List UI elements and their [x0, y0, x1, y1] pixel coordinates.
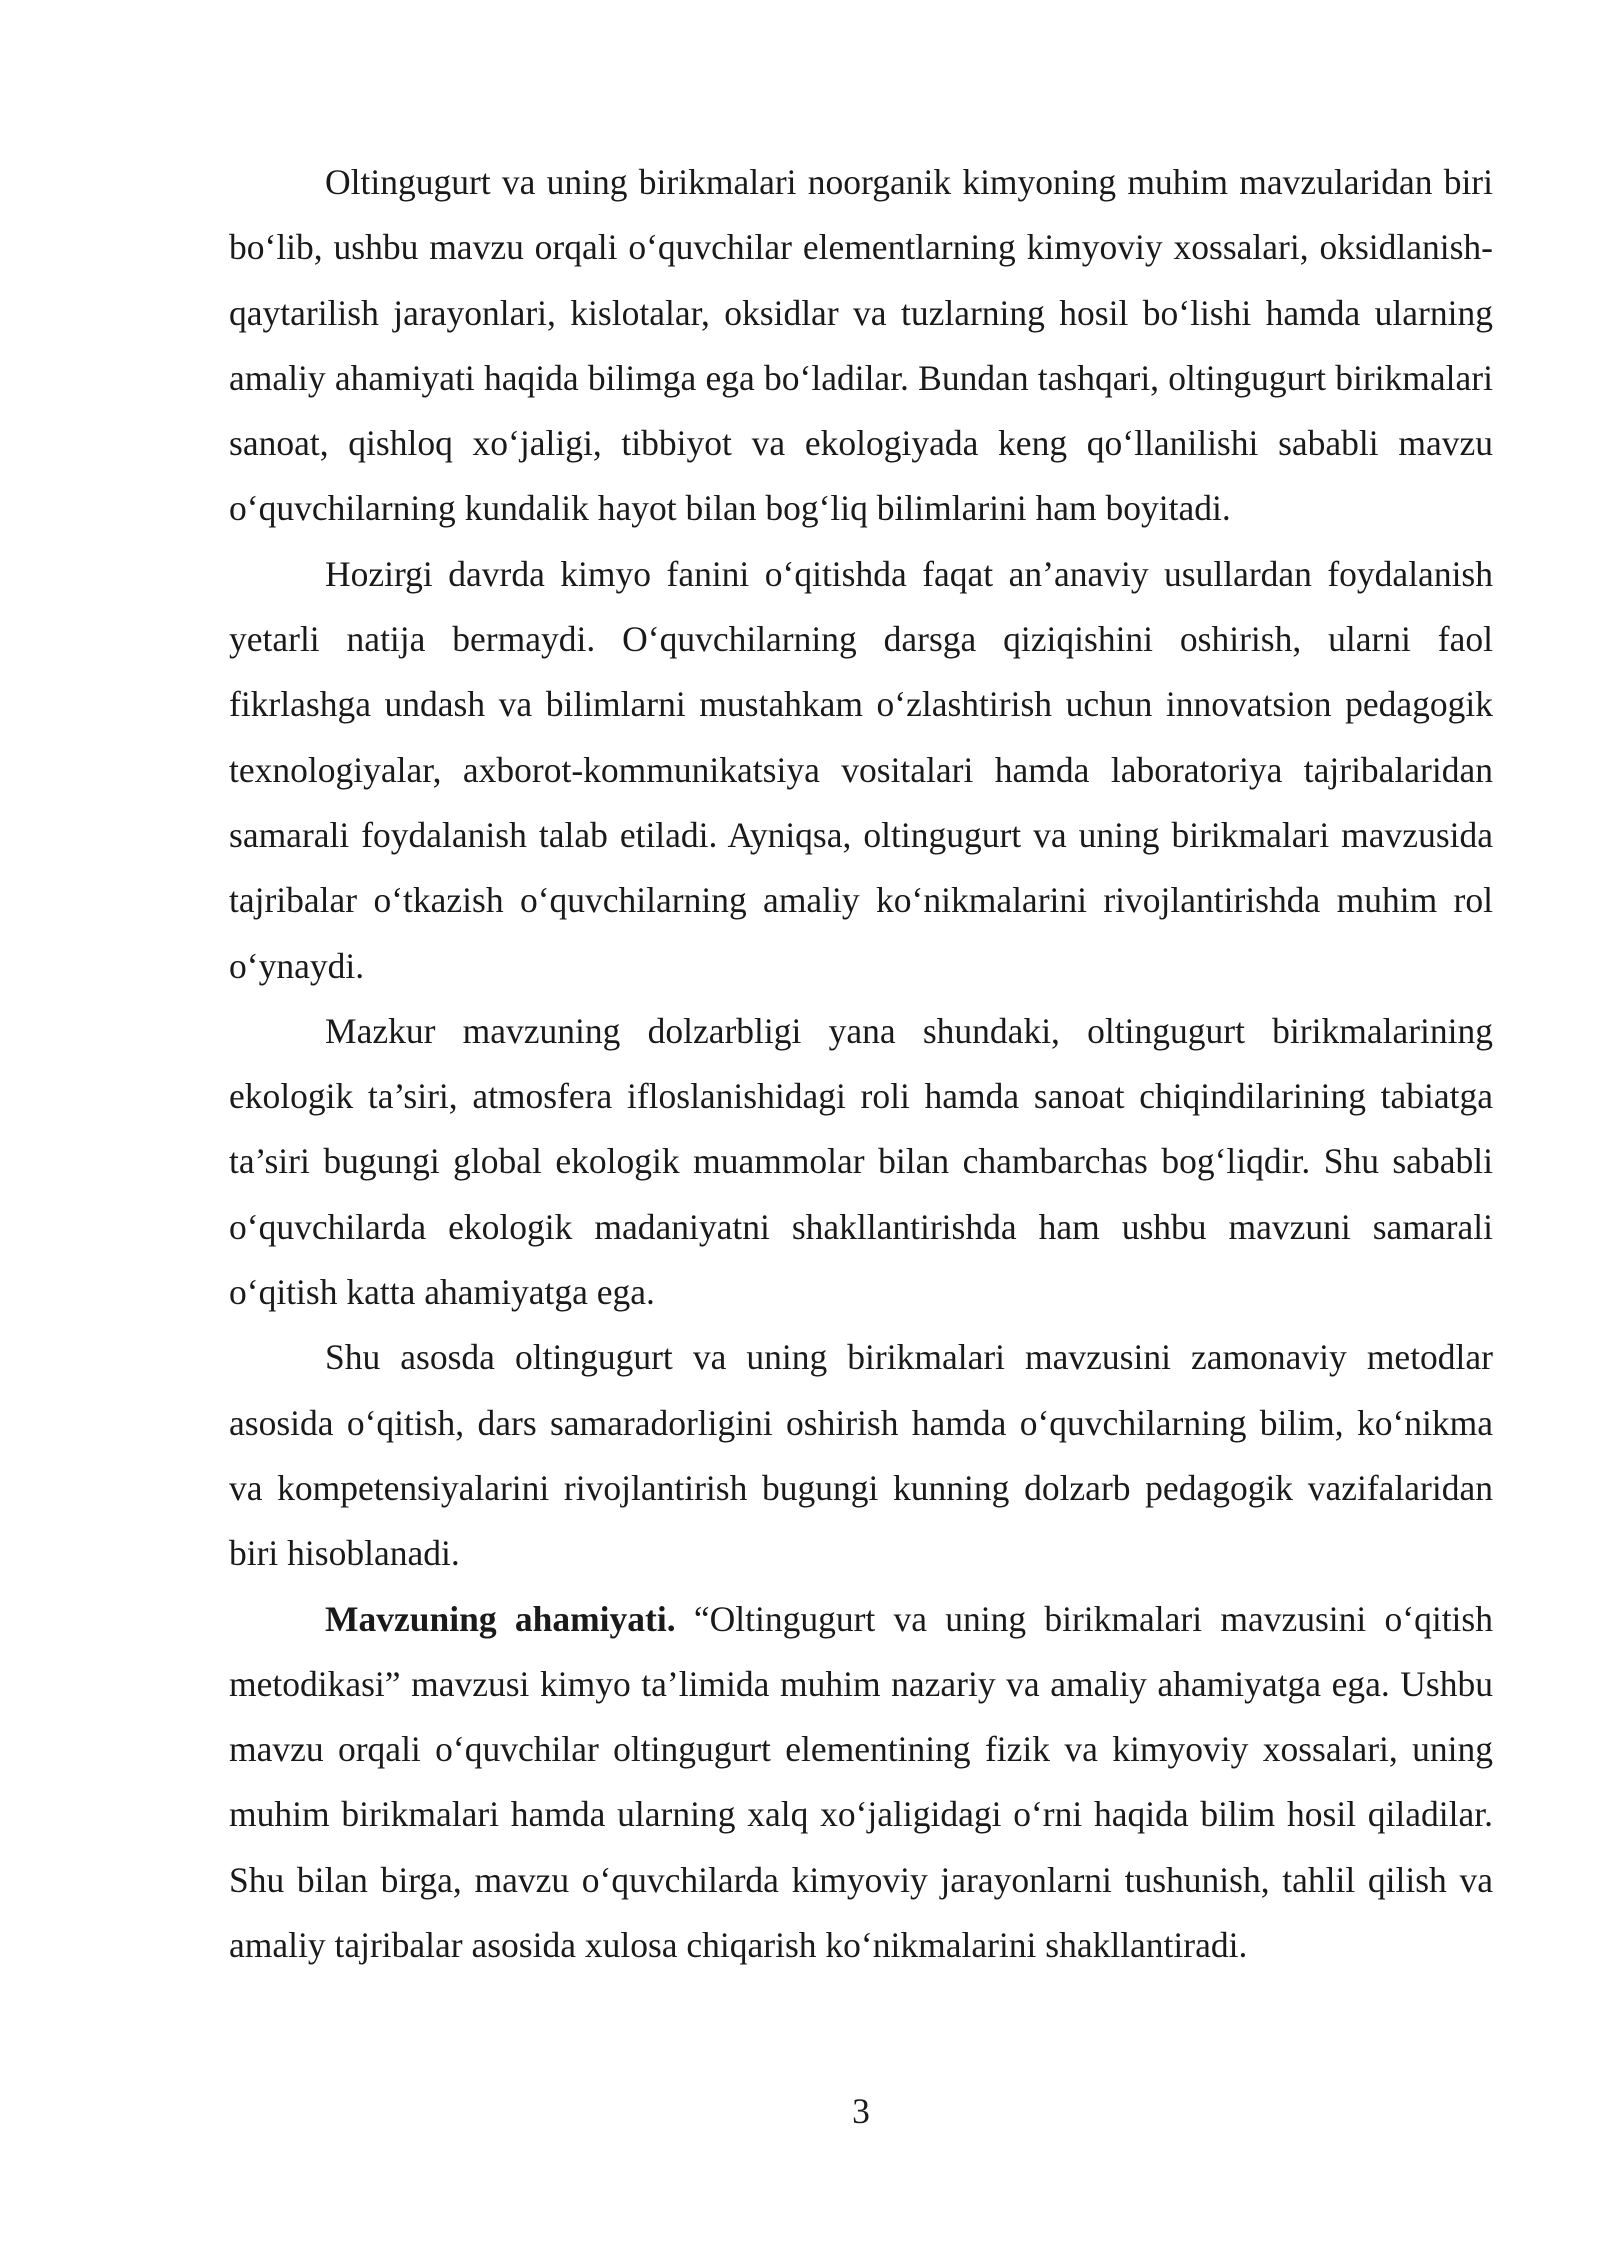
paragraph [229, 1325, 1493, 1586]
section-heading-lead: Mavzuning ahamiyati. [325, 1598, 676, 1639]
paragraph-text: Shu asosda oltingugurt va uning birikmalari mavzusini zamonaviy metodlar asosida o‘qitish, dars samaradorligini oshirish hamda o‘quvchilarning bilim, ko‘nikma va kompetensiyalarini rivojlantirish bugungi kunning dolzarb pedagogik vazifalaridan biri hisoblanadi. [229, 1337, 1493, 1574]
page-number: 3 [852, 2091, 870, 2131]
paragraph-text: “Oltingugurt va uning birikmalari mavzusini o‘qitish metodikasi” mavzusi kimyo ta’limida muhim nazariy va amaliy ahamiyatga ega. Ushbu mavzu orqali o‘quvchilar oltingugurt elementining fizik va kimyoviy xossalari, uning muhim birikmalari hamda ularning xalq xo‘jaligidagi o‘rni haqida bilim hosil qiladilar. Shu bilan birga, mavzu o‘quvchilarda kimyoviy jarayonlarni tushunish, tahlil qilish va amaliy tajribalar asosida xulosa chiqarish ko‘nikmalarini shakllantiradi. [229, 1598, 1493, 1966]
document-body [229, 150, 1493, 1978]
paragraph [229, 542, 1493, 999]
paragraph-text: Mazkur mavzuning dolzarbligi yana shundaki, oltingugurt birikmalarining ekologik ta’siri, atmosfera ifloslanishidagi roli hamda sanoat chiqindilarining tabiatga ta’siri bugungi global ekologik muammolar bilan chambarchas bog‘liqdir. Shu sababli o‘quvchilarda ekologik madaniyatni shakllantirishda ham ushbu mavzuni samarali o‘qitish katta ahamiyatga ega. [229, 1010, 1493, 1313]
paragraph-text: Hozirgi davrda kimyo fanini o‘qitishda faqat an’anaviy usullardan foydalanish yetarli natija bermaydi. O‘quvchilarning darsga qiziqishini oshirish, ularni faol fikrlashga undash va bilimlarni mustahkam o‘zlashtirish uchun innovatsion pedagogik texnologiyalar, axborot-kommunikatsiya vositalari hamda laboratoriya tajribalaridan samarali foydalanish talab etiladi. Ayniqsa, oltingugurt va uning birikmalari mavzusida tajribalar o‘tkazish o‘quvchilarning amaliy ko‘nikmalarini rivojlantirishda muhim rol o‘ynaydi. [229, 553, 1493, 986]
paragraph [229, 999, 1493, 1325]
paragraph [229, 1587, 1493, 1979]
paragraph [229, 150, 1493, 542]
paragraph-text: Oltingugurt va uning birikmalari noorganik kimyoning muhim mavzularidan biri bo‘lib, ushbu mavzu orqali o‘quvchilar elementlarning kimyoviy xossalari, oksidlanish-qaytarilish jarayonlari, kislotalar, oksidlar va tuzlarning hosil bo‘lishi hamda ularning amaliy ahamiyati haqida bilimga ega bo‘ladilar. Bundan tashqari, oltingugurt birikmalari sanoat, qishloq xo‘jaligi, tibbiyot va ekologiyada keng qo‘llanilishi sababli mavzu o‘quvchilarning kundalik hayot bilan bog‘liq bilimlarini ham boyitadi. [229, 162, 1493, 529]
